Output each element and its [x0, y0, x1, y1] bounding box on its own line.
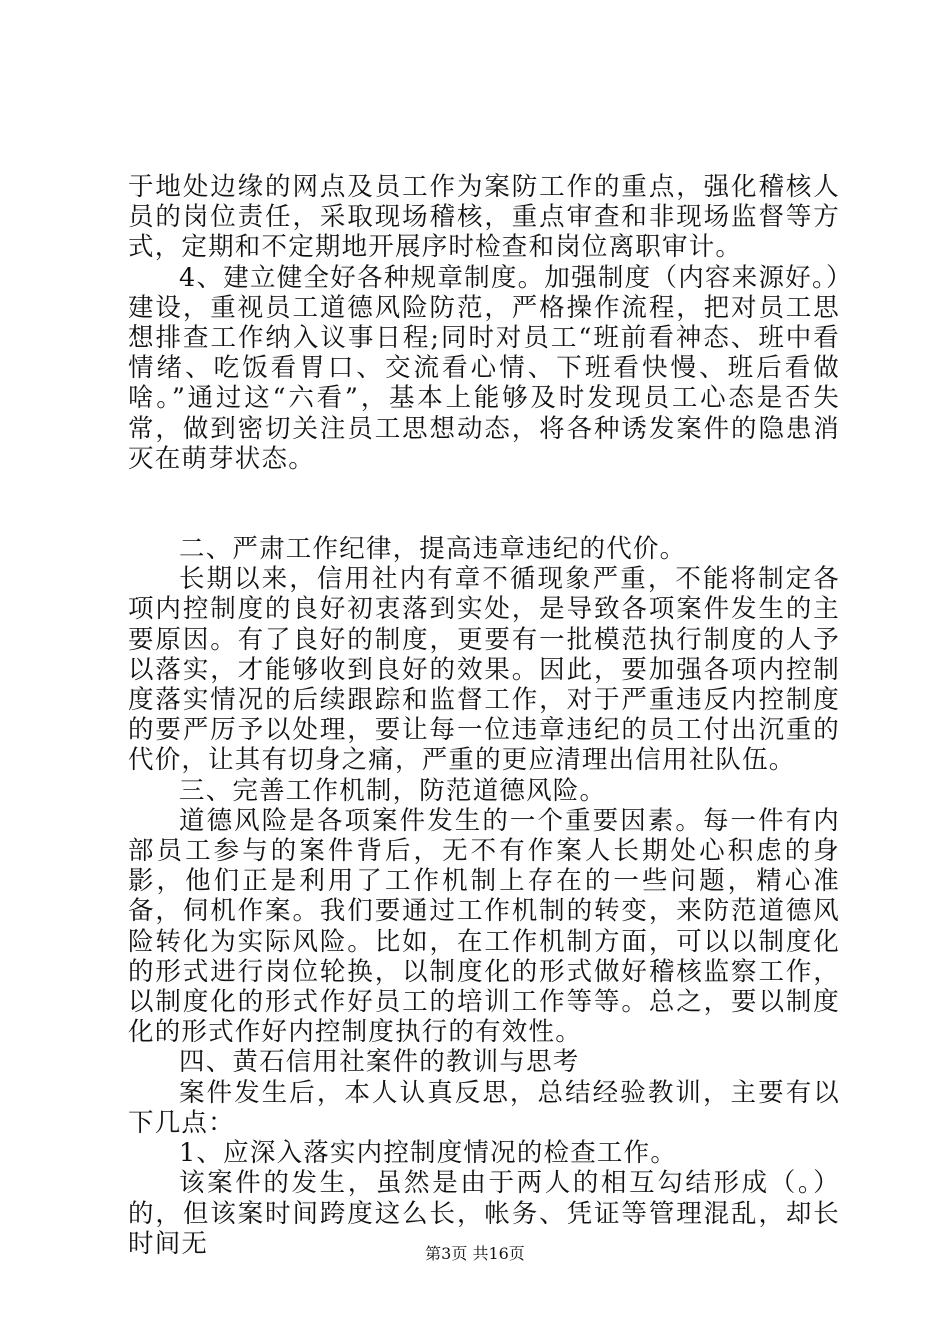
paragraph-moral-risk: 道德风险是各项案件发生的一个重要因素。每一件有内部员工参与的案件背后，无不有作案人长期处心积虑的身影，他们正是利用了工作机制上存在的一些问题，精心准备，伺机作案。我们要通过工作机制的转变，来防范道德风险转化为实际风险。比如，在工作机制方面，可以以制度化的形式进行岗位轮换，以制度化的形式做好稽核监察工作，以制度化的形式作好员工的培训工作等等。总之，要以制度化的形式作好内控制度执行的有效性。 — [128, 805, 840, 1048]
paragraph-gap — [128, 474, 840, 534]
section-heading-lessons: 四、黄石信用社案件的教训与思考 — [179, 1047, 580, 1078]
document-body — [128, 172, 840, 1259]
paragraph-case: 该案件的发生，虽然是由于两人的相互勾结形成（。）的，但该案时间跨度这么长，帐务、凭证等管理混乱，却长时间无 — [128, 1168, 840, 1259]
paragraph-continued: 于地处边缘的网点及员工作为案防工作的重点，强化稽核人员的岗位责任，采取现场稽核，重点审查和非现场监督等方式，定期和不定期地开展序时检查和岗位离职审计。 — [128, 172, 840, 263]
paragraph-discipline: 长期以来，信用社内有章不循现象严重，不能将制定各项内控制度的良好初衷落到实处，是导致各项案件发生的主要原因。有了良好的制度，更要有一批模范执行制度的人予以落实，才能够收到良好的效果。因此，要加强各项内控制度落实情况的后续跟踪和监督工作，对于严重违反内控制度的要严厉予以处理，要让每一位违章违纪的员工付出沉重的代价，让其有切身之痛，严重的更应清理出信用社队伍。 — [128, 564, 840, 776]
section-heading-discipline: 二、严肃工作纪律，提高违章违纪的代价。 — [179, 534, 687, 565]
page-number-footer: 第3页 共16页 — [425, 1244, 525, 1263]
paragraph-rules-system: 4、建立健全好各种规章制度。加强制度（内容来源好。）建设，重视员工道德风险防范，严格操作流程，把对员工思想排查工作纳入议事日程;同时对员工“班前看神态、班中看情绪、吃饭看胃口、交流看心情、下班看快慢、班后看做啥。”通过这“六看”，基本上能够及时发现员工心态是否失常，做到密切关注员工思想动态，将各种诱发案件的隐患消灭在萌芽状态。 — [128, 262, 840, 474]
paragraph-reflection: 案件发生后，本人认真反思，总结经验教训，主要有以下几点： — [128, 1077, 840, 1138]
subheading-inspection: 1、应深入落实内控制度情况的检查工作。 — [179, 1138, 678, 1169]
section-heading-mechanism: 三、完善工作机制，防范道德风险。 — [179, 775, 607, 806]
